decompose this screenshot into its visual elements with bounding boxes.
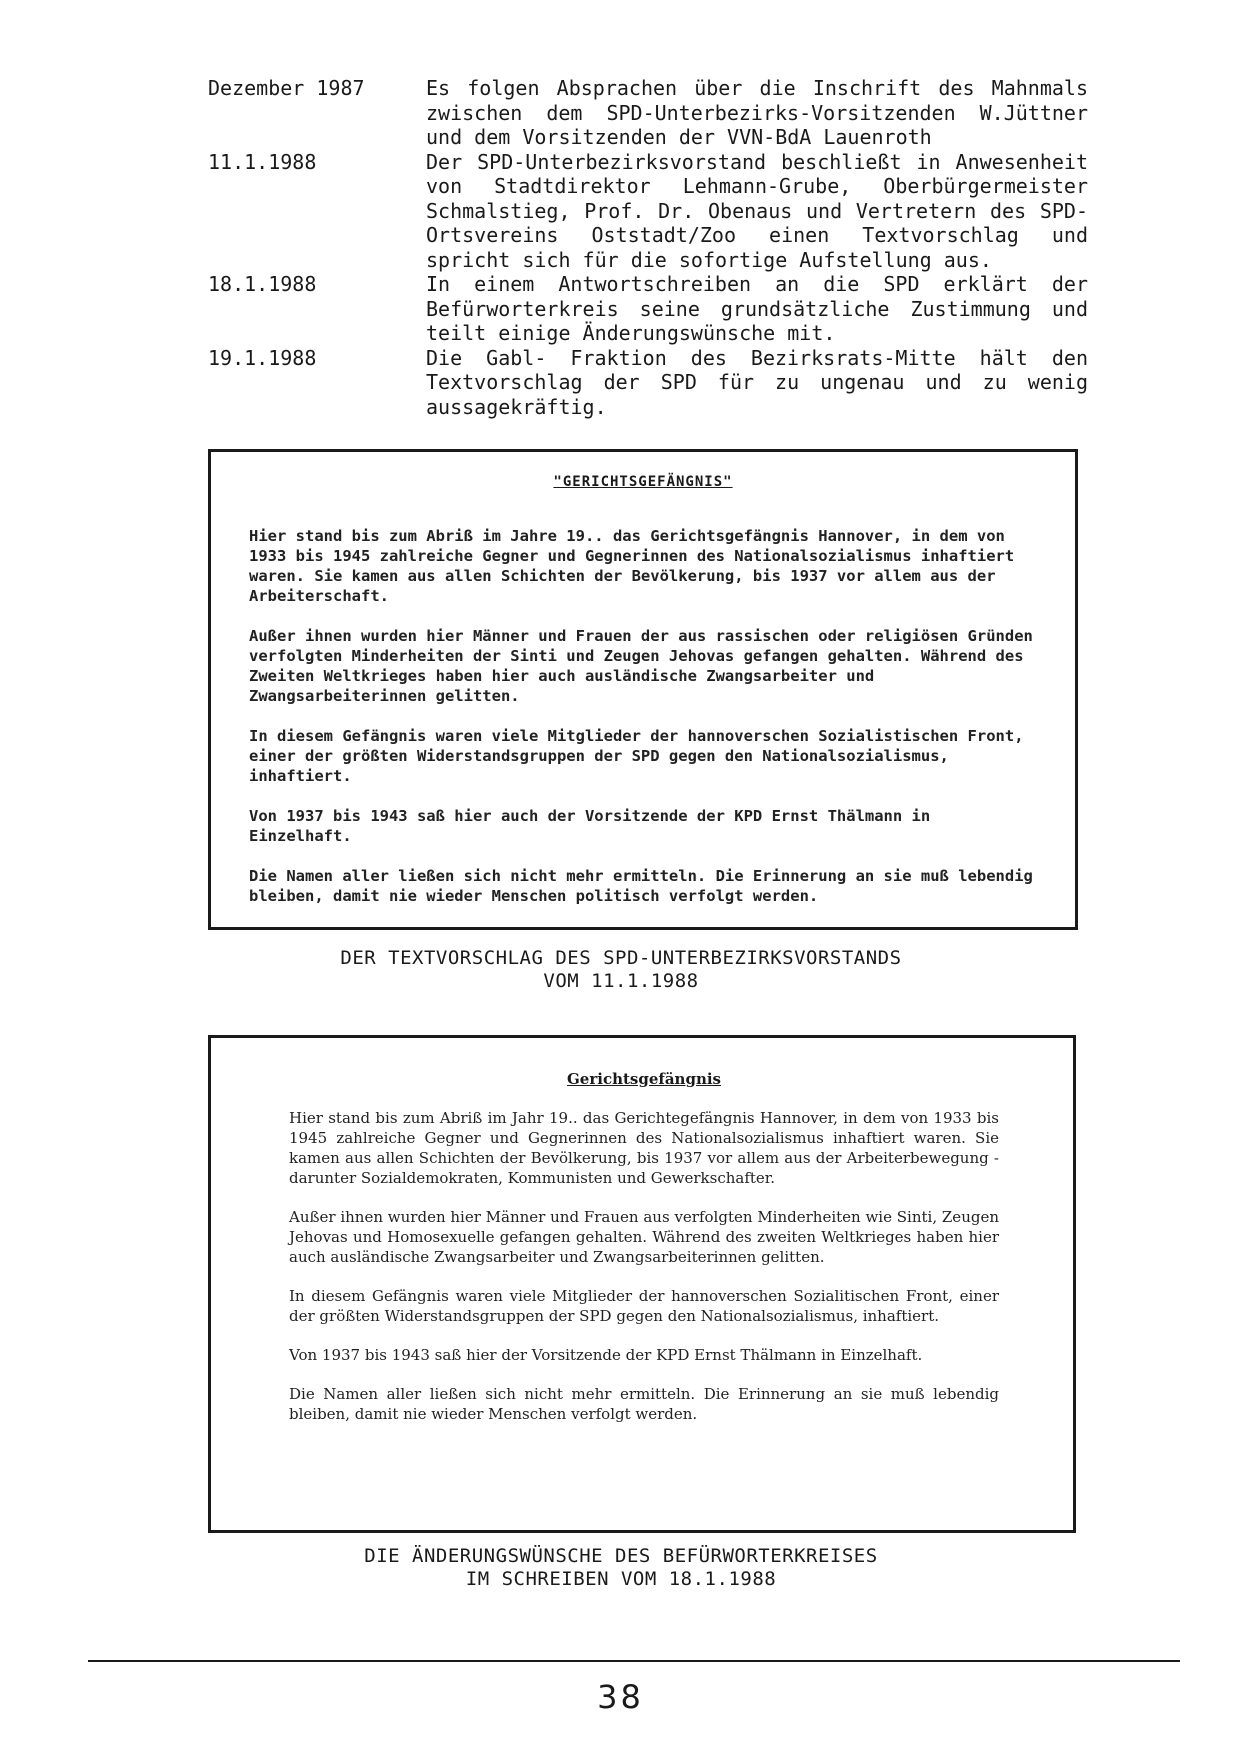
box-paragraph: Von 1937 bis 1943 saß hier auch der Vorsitzende der KPD Ernst Thälmann in Einzelhaft. bbox=[249, 807, 931, 845]
box-paragraph: Hier stand bis zum Abriß im Jahr 19.. das Gerichtegefängnis Hannover, in dem von 1933 bis 1945 zahlreiche Gegner und Gegnerinnen des Nationalsozialismus inhaftiert waren. Sie kamen aus allen Schichten der Bevölkerung, bis 1937 vor allem aus der Arbeiterbewegung - darunter Sozialdemokraten, Kommunisten und Gewerkschafter. bbox=[289, 1109, 999, 1187]
entry-date: 11.1.1988 bbox=[208, 149, 317, 174]
box-paragraph: Hier stand bis zum Abriß im Jahre 19.. das Gerichtsgefängnis Hannover, in dem von 1933 bis 1945 zahlreiche Gegner und Gegnerinnen des Nationalsozialismus inhaftiert waren. Sie kamen aus allen Schichten der Bevölkerung, bis 1937 vor allem aus der Arbeiterschaft. bbox=[249, 527, 1015, 605]
box-paragraph: Die Namen aller ließen sich nicht mehr ermitteln. Die Erinnerung an sie muß lebendig bleiben, damit nie wieder Menschen verfolgt werden. bbox=[289, 1385, 999, 1423]
entry-text: Die Gabl- Fraktion des Bezirksrats-Mitte hält den Textvorschlag der SPD für zu ungenau und zu wenig aussagekräftig. bbox=[426, 345, 1088, 419]
chronology bbox=[208, 76, 1088, 419]
chronology-entry bbox=[208, 346, 1088, 420]
box-paragraph: Außer ihnen wurden hier Männer und Frauen der aus rassischen oder religiösen Gründen verfolgten Minderheiten der Sinti und Zeugen Jehovas gefangen gehalten. Während des Zweiten Weltkrieges haben hier auch ausländische Zwangsarbeiter und Zwangsarbeiterinnen gelitten. bbox=[249, 627, 1033, 705]
entry-date: Dezember 1987 bbox=[208, 76, 365, 100]
chronology-entry bbox=[208, 150, 1088, 273]
box-title: "GERICHTSGEFÄNGNIS" bbox=[553, 474, 733, 490]
entry-date: 18.1.1988 bbox=[208, 272, 317, 296]
caption-line: DIE ÄNDERUNGSWÜNSCHE DES BEFÜRWORTERKREISES bbox=[364, 1545, 878, 1567]
caption-spd-proposal bbox=[121, 947, 1121, 993]
box-paragraph: In diesem Gefängnis waren viele Mitglieder der hannoverschen Sozialitischen Front, einer der größten Widerstandsgruppen der SPD gegen den Nationalsozialismus, inhaftiert. bbox=[289, 1287, 999, 1325]
entry-text: In einem Antwortschreiben an die SPD erklärt der Befürworterkreis seine grundsätzliche Zustimmung und teilt einige Änderungswünsche mit. bbox=[426, 272, 1088, 345]
page-number: 38 bbox=[597, 1678, 644, 1716]
box-paragraph: Außer ihnen wurden hier Männer und Frauen aus verfolgten Minderheiten wie Sinti, Zeugen Jehovas und Homosexuelle gefangen gehalten. Während des zweiten Weltkrieges haben hier auch ausländische Zwangsarbeiter und Zwangsarbeiterinnen gelitten. bbox=[289, 1208, 999, 1266]
spd-proposal-box bbox=[208, 449, 1078, 930]
entry-text: Es folgen Absprachen über die Inschrift des Mahnmals zwischen dem SPD-Unterbezirks-Vorsitzenden W.Jüttner und dem Vorsitzenden der VVN-BdA Lauenroth bbox=[426, 76, 1088, 149]
box-paragraph: Die Namen aller ließen sich nicht mehr ermitteln. Die Erinnerung an sie muß lebendig bleiben, damit nie wieder Menschen politisch verfolgt werden. bbox=[249, 867, 1033, 905]
caption-line: IM SCHREIBEN VOM 18.1.1988 bbox=[465, 1568, 777, 1590]
amendment-box bbox=[208, 1035, 1076, 1533]
caption-amendments bbox=[121, 1545, 1121, 1591]
box-title: Gerichtsgefängnis bbox=[566, 1070, 721, 1088]
chronology-entry bbox=[208, 272, 1088, 346]
caption-line: VOM 11.1.1988 bbox=[543, 970, 699, 992]
box-paragraph: Von 1937 bis 1943 saß hier der Vorsitzende der KPD Ernst Thälmann in Einzelhaft. bbox=[289, 1346, 923, 1364]
caption-line: DER TEXTVORSCHLAG DES SPD-UNTERBEZIRKSVORSTANDS bbox=[340, 947, 902, 969]
entry-text: Der SPD-Unterbezirksvorstand beschließt in Anwesenheit von Stadtdirektor Lehmann-Grube, Oberbürgermeister Schmalstieg, Prof. Dr. Obenaus und Vertretern des SPD-Ortsvereins Oststadt/Zoo einen Textvorschlag und spricht sich für die sofortige Aufstellung aus. bbox=[426, 149, 1088, 272]
footer-rule bbox=[88, 1660, 1180, 1662]
entry-date: 19.1.1988 bbox=[208, 345, 317, 370]
chronology-entry bbox=[208, 76, 1088, 150]
box-paragraph: In diesem Gefängnis waren viele Mitglieder der hannoverschen Sozialistischen Front, einer der größten Widerstandsgruppen der SPD gegen den Nationalsozialismus, inhaftiert. bbox=[249, 727, 1024, 785]
